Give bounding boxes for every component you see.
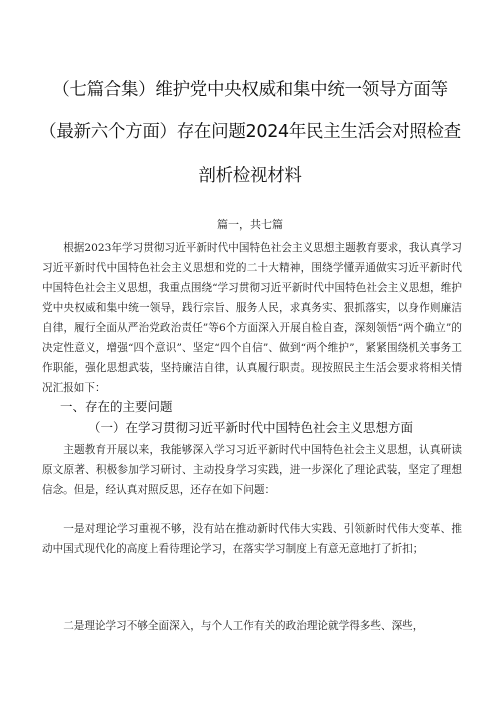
document-subtitle: 篇一，共七篇 <box>217 218 283 231</box>
body-paragraph-3: 一是对理论学习重视不够，没有站在推动新时代伟大实践、引领新时代伟大变革、推动中国式现代化的高度上看待理论学习，在落实学习制度上有意无意地打了折扣； <box>42 523 462 555</box>
document-title-line-3: 剖析检视材料 <box>198 166 302 186</box>
body-paragraph-2: 主题教育开展以来，我能够深入学习习近平新时代中国特色社会主义思想，认真研读原文原著、积极参加学习研讨、主动投身学习实践，进一步深化了理论武装，坚定了理想信念。但是，经认真对照反思，还存在如下问题： <box>42 444 462 496</box>
subsection-heading: （一）在学习贯彻习近平新时代中国特色社会主义思想方面 <box>88 420 414 435</box>
section-heading: 一、存在的主要问题 <box>60 399 173 414</box>
body-paragraph-4: 二是理论学习不够全面深入，与个人工作有关的政治理论就学得多些、深些， <box>63 620 424 632</box>
intro-paragraph: 根据2023年学习贯彻习近平新时代中国特色社会主义思想主题教育要求，我认真学习习近平新时代中国特色社会主义思想和党的二十大精神，围绕学懂弄通做实习近平新时代中国特色社会主义思想，我重点围绕“学习贯彻习近平新时代中国特色社会主义思想，维护党中央权威和集中统一领导，践行宗旨、服务人民，求真务实、狠抓落实，以身作则廉洁自律，履行全面从严治党政治责任”等6个方面深入开展自检自查，深刻领悟“两个确立”的决定性意义，增强“四个意识”、坚定“四个自信”、做到“两个维护”，紧紧围绕机关事务工作职能，强化思想武装，坚持廉洁自律，认真履行职责。现按照民主生活会要求将相关情况汇报如下： <box>42 242 462 394</box>
document-title-line-1: （七篇合集）维护党中央权威和集中统一领导方面等 <box>52 80 448 100</box>
document-title-line-2: （最新六个方面）存在问题2024年民主生活会对照检查 <box>39 122 461 142</box>
